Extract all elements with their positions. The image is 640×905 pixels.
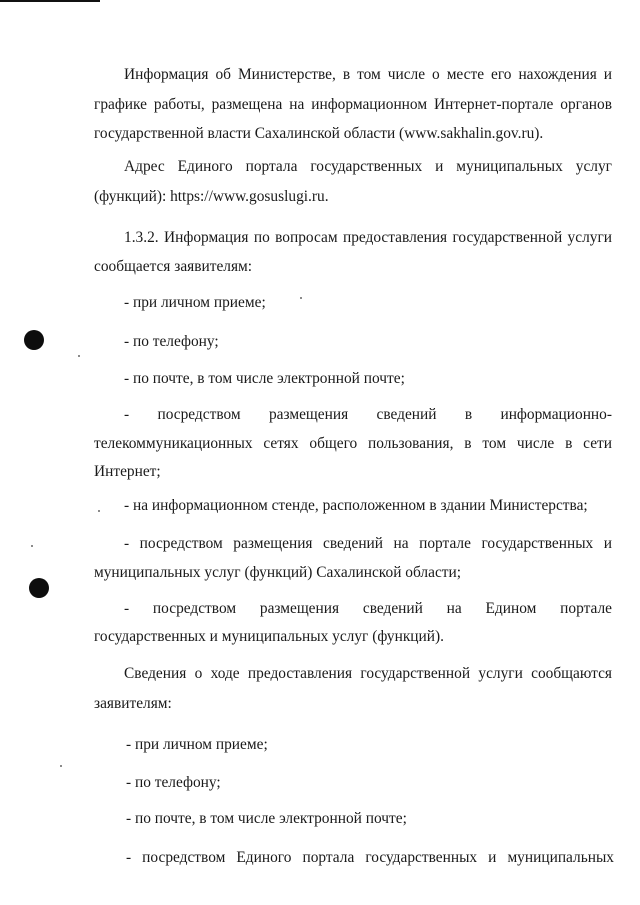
punch-hole-mark <box>29 578 49 598</box>
list-item: - по телефону; <box>126 774 221 791</box>
list-item: - при личном приеме; <box>124 294 266 311</box>
list-item: - по почте, в том числе электронной почте; <box>124 370 405 387</box>
list-item: - при личном приеме; <box>126 736 268 753</box>
scan-speck <box>98 510 100 512</box>
text-line: 1.3.2. Информация по вопросам предоставления государственной услуги <box>124 229 612 246</box>
text-line: Сведения о ходе предоставления государственной услуги сообщаются <box>124 665 612 682</box>
text-line: графике работы, размещена на информационном Интернет-портале органов <box>94 96 612 113</box>
list-item: - посредством размещения сведений на портале государственных и <box>124 535 612 552</box>
scan-speck <box>60 765 62 767</box>
punch-hole-mark <box>24 330 44 350</box>
list-item: - на информационном стенде, расположенном в здании Министерства; <box>124 497 588 514</box>
text-line: Информация об Министерстве, в том числе о месте его нахождения и <box>124 66 612 83</box>
list-item: - посредством Единого портала государственных и муниципальных <box>126 849 614 866</box>
text-line: сообщается заявителям: <box>94 258 253 275</box>
text-line: Адрес Единого портала государственных и муниципальных услуг <box>124 158 612 175</box>
top-edge-rule <box>0 0 100 2</box>
text-line: государственных и муниципальных услуг (функций). <box>94 628 444 645</box>
text-line: государственной власти Сахалинской области (www.sakhalin.gov.ru). <box>94 125 544 142</box>
list-item: - посредством размещения сведений на Едином портале <box>124 600 612 617</box>
text-line: муниципальных услуг (функций) Сахалинской области; <box>94 564 462 581</box>
list-item: - по телефону; <box>124 333 219 350</box>
text-line: заявителям: <box>94 695 172 712</box>
list-item: - по почте, в том числе электронной почте; <box>126 810 407 827</box>
list-item: - посредством размещения сведений в информационно- <box>124 406 612 423</box>
text-line: (функций): https://www.gosuslugi.ru. <box>94 188 329 205</box>
scan-speck <box>31 545 33 547</box>
text-line: Интернет; <box>94 463 161 480</box>
scan-speck <box>78 355 80 357</box>
text-line: телекоммуникационных сетях общего пользования, в том числе в сети <box>94 435 612 452</box>
scan-speck <box>300 297 302 299</box>
